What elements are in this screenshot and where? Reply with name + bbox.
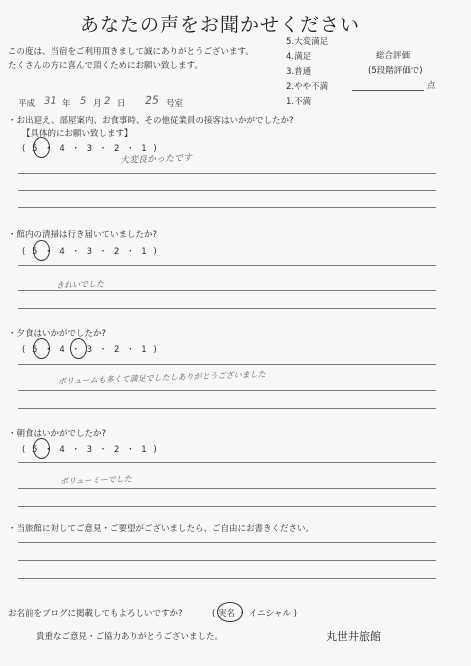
legend-item-2: 2.やや不満 (286, 82, 329, 92)
room-number: 25 (144, 93, 160, 107)
legend-item-3: 3.普通 (286, 67, 312, 77)
overall-sublabel: (5段階評価で) (368, 66, 423, 76)
page-title: あなたの声をお聞かせください (80, 14, 361, 36)
question-3-handwritten: ボリュームも多くて満足でしたしありがとうございました (57, 369, 266, 386)
question-1-note: 【具体的にお願い致します】 (22, 129, 133, 139)
intro-line-2: たくさんの方に喜んで頂くためにお願い致します。 (8, 61, 203, 71)
date-day: 2 (103, 95, 111, 107)
legend-item-4: 4.満足 (286, 52, 312, 62)
inn-name: 丸世井旅館 (326, 630, 381, 643)
question-1-handwritten: 大変良かったです (119, 153, 193, 166)
overall-unit: 点 (427, 81, 436, 91)
date-month: 5 (79, 95, 87, 107)
intro-line-1: この度は、当宿をご利用頂きまして誠にありがとうございます。 (8, 47, 254, 57)
blog-options: ( 実名 ・ イニシャル ) (212, 609, 297, 619)
date-era: 平成 (18, 99, 36, 109)
legend-item-5: 5.大変満足 (286, 37, 329, 47)
date-year-unit: 年 (62, 99, 71, 109)
question-4-scale: ( 5 ・ 4 ・ 3 ・ 2 ・ 1 ) (22, 445, 159, 455)
question-1-scale: ( 5 ・ 4 ・ 3 ・ 2 ・ 1 ) (22, 144, 159, 154)
cross-circle-mark (33, 338, 50, 359)
date-day-unit: 日 (117, 99, 126, 109)
question-5-text: ・当旅館に対してご意見・ご要望がございましたら、ご自由にお書きください。 (8, 524, 315, 534)
blog-question: お名前をブログに掲載してもよろしいですか? (8, 609, 183, 619)
question-2-scale: ( 5 ・ 4 ・ 3 ・ 2 ・ 1 ) (22, 247, 159, 257)
circle-mark (33, 240, 50, 261)
circle-mark (33, 438, 50, 459)
question-2-handwritten: きれいでした (55, 279, 105, 290)
circle-mark (217, 602, 243, 622)
room-unit: 号室 (166, 99, 184, 109)
question-4-text: ・朝食はいかがでしたか? (8, 429, 107, 439)
overall-label: 総合評価 (376, 51, 411, 61)
question-1-text: ・お出迎え、部屋案内、お食事時、その他従業員の接客はいかがでしたか? (8, 116, 294, 126)
question-3-text: ・夕食はいかがでしたか? (8, 329, 107, 339)
date-month-unit: 月 (93, 99, 102, 109)
thanks-text: 貴重なご意見・ご協力ありがとうございました。 (36, 632, 224, 642)
date-year: 31 (43, 95, 57, 107)
legend-item-1: 1.不満 (286, 97, 312, 107)
question-4-handwritten: ボリューミーでした (59, 474, 132, 486)
circle-mark (70, 338, 87, 359)
question-3-scale: ( 5 ・ 4 ・ 3 ・ 2 ・ 1 ) (22, 345, 159, 355)
circle-mark (33, 137, 50, 158)
question-2-text: ・館内の清掃は行き届いていましたか? (8, 230, 158, 240)
